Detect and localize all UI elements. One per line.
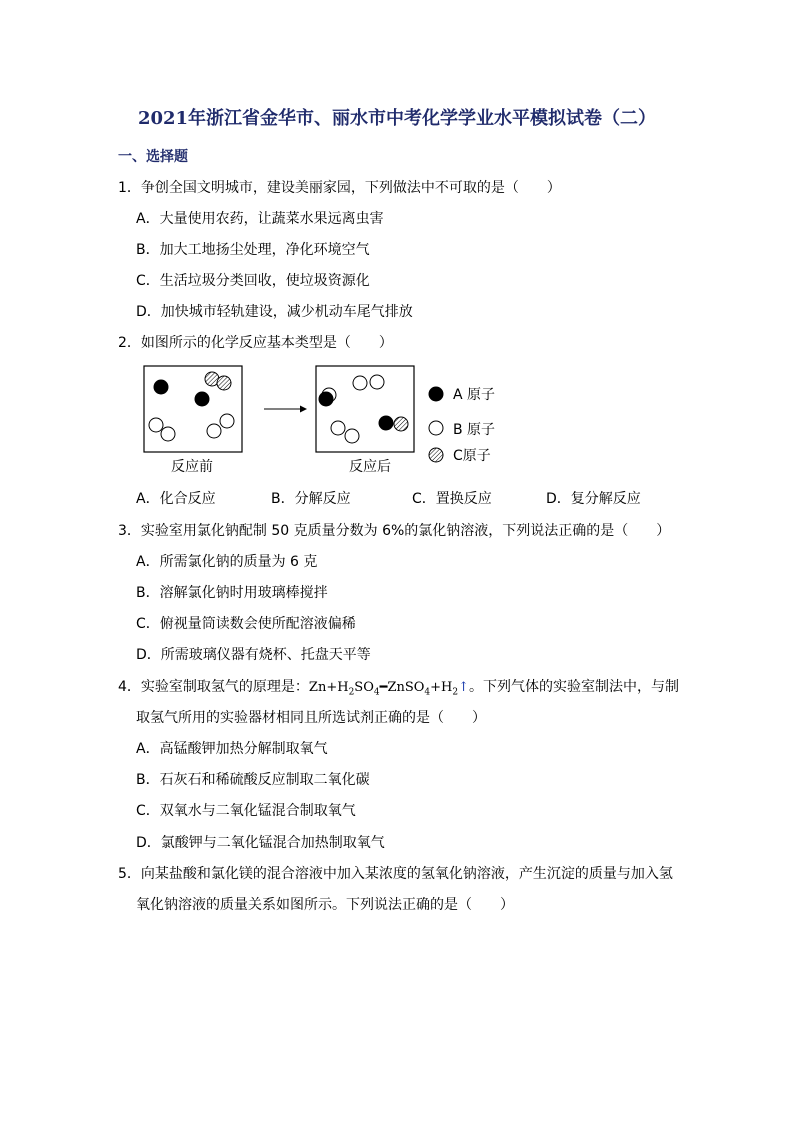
q4-option-c: C．双氧水与二氧化锰混合制取氧气 [136, 803, 356, 819]
legend-b-icon [429, 421, 443, 435]
eq-part: Zn+H [308, 680, 349, 695]
c-atom-icon [217, 376, 231, 390]
b-atom-icon [331, 421, 345, 435]
a-atom-icon [379, 416, 394, 431]
q4-stem-prefix: 4．实验室制取氢气的原理是： [118, 679, 309, 695]
q3-option-c: C．俯视量筒读数会使所配溶液偏稀 [136, 616, 356, 632]
eq-part: +H [430, 680, 453, 695]
legend-c-label: C原子 [453, 448, 491, 464]
q4-option-d: D．氯酸钾与二氧化锰混合加热制取氧气 [136, 835, 385, 851]
b-atom-icon [345, 429, 359, 443]
eq-part: ZnSO [387, 680, 425, 695]
b-atom-icon [161, 427, 175, 441]
a-atom-icon [319, 392, 334, 407]
b-atom-icon [353, 376, 367, 390]
b-atom-icon [220, 414, 234, 428]
q2-option-d: D．复分解反应 [546, 491, 641, 507]
reaction-diagram [140, 358, 520, 480]
q1-option-a: A．大量使用农药，让蔬菜水果远离虫害 [136, 211, 384, 227]
q4-option-a: A．高锰酸钾加热分解制取氧气 [136, 741, 328, 757]
b-atom-icon [370, 375, 384, 389]
legend-a-icon [429, 387, 444, 402]
q4-stem-suffix: 。下列气体的实验室制法中，与制 [469, 679, 680, 695]
a-atom-icon [195, 392, 210, 407]
q4-option-b: B．石灰石和稀硫酸反应制取二氧化碳 [136, 772, 370, 788]
eq-sub: 4 [373, 687, 380, 698]
q3-option-b: B．溶解氯化钠时用玻璃棒搅拌 [136, 585, 328, 601]
eq-part: SO [354, 680, 374, 695]
page-title: 2021年浙江省金华市、丽水市中考化学学业水平模拟试卷（二） [137, 108, 657, 129]
q4-equation [308, 680, 470, 698]
q1-stem: 1．争创全国文明城市，建设美丽家园，下列做法中不可取的是（ ） [118, 180, 561, 196]
q1-option-b: B．加大工地扬尘处理，净化环境空气 [136, 242, 370, 258]
gas-up-arrow-icon: ↑ [458, 680, 470, 695]
q2-stem: 2．如图所示的化学反应基本类型是（ ） [118, 335, 393, 351]
q3-stem: 3．实验室用氯化钠配制 50 克质量分数为 6%的氯化钠溶液，下列说法正确的是（ ） [118, 523, 671, 539]
b-atom-icon [207, 424, 221, 438]
eq-sub: 4 [424, 687, 431, 698]
q1-option-d: D．加快城市轻轨建设，减少机动车尾气排放 [136, 304, 413, 320]
q4-stem-line2: 取氢气所用的实验器材相同且所选试剂正确的是（ ） [136, 710, 486, 726]
before-label: 反应前 [171, 459, 213, 475]
q2-option-b: B．分解反应 [271, 491, 351, 507]
q2-option-a: A．化合反应 [136, 491, 216, 507]
q3-option-d: D．所需玻璃仪器有烧杯、托盘天平等 [136, 647, 371, 663]
arrow-head-icon [300, 406, 307, 413]
eq-sub: 2 [348, 687, 355, 698]
q1-option-c: C．生活垃圾分类回收，使垃圾资源化 [136, 273, 370, 289]
a-atom-icon [154, 380, 169, 395]
q5-stem-line2: 氧化钠溶液的质量关系如图所示。下列说法正确的是（ ） [136, 897, 514, 913]
q5-stem-line1: 5．向某盐酸和氯化镁的混合溶液中加入某浓度的氢氧化钠溶液，产生沉淀的质量与加入氢 [118, 866, 673, 882]
q2-option-c: C．置换反应 [412, 491, 492, 507]
q4-stem [118, 676, 679, 698]
c-atom-icon [394, 417, 408, 431]
b-atom-icon [149, 418, 163, 432]
legend-b-label: B 原子 [453, 422, 496, 438]
eq-sub: 2 [452, 687, 459, 698]
after-label: 反应后 [349, 459, 391, 475]
section-heading: 一、选择题 [118, 149, 188, 165]
q3-option-a: A．所需氯化钠的质量为 6 克 [136, 554, 318, 570]
legend-c-icon [429, 448, 443, 462]
legend-a-label: A 原子 [453, 387, 496, 403]
eq-equals-icon: ━ [379, 680, 388, 695]
